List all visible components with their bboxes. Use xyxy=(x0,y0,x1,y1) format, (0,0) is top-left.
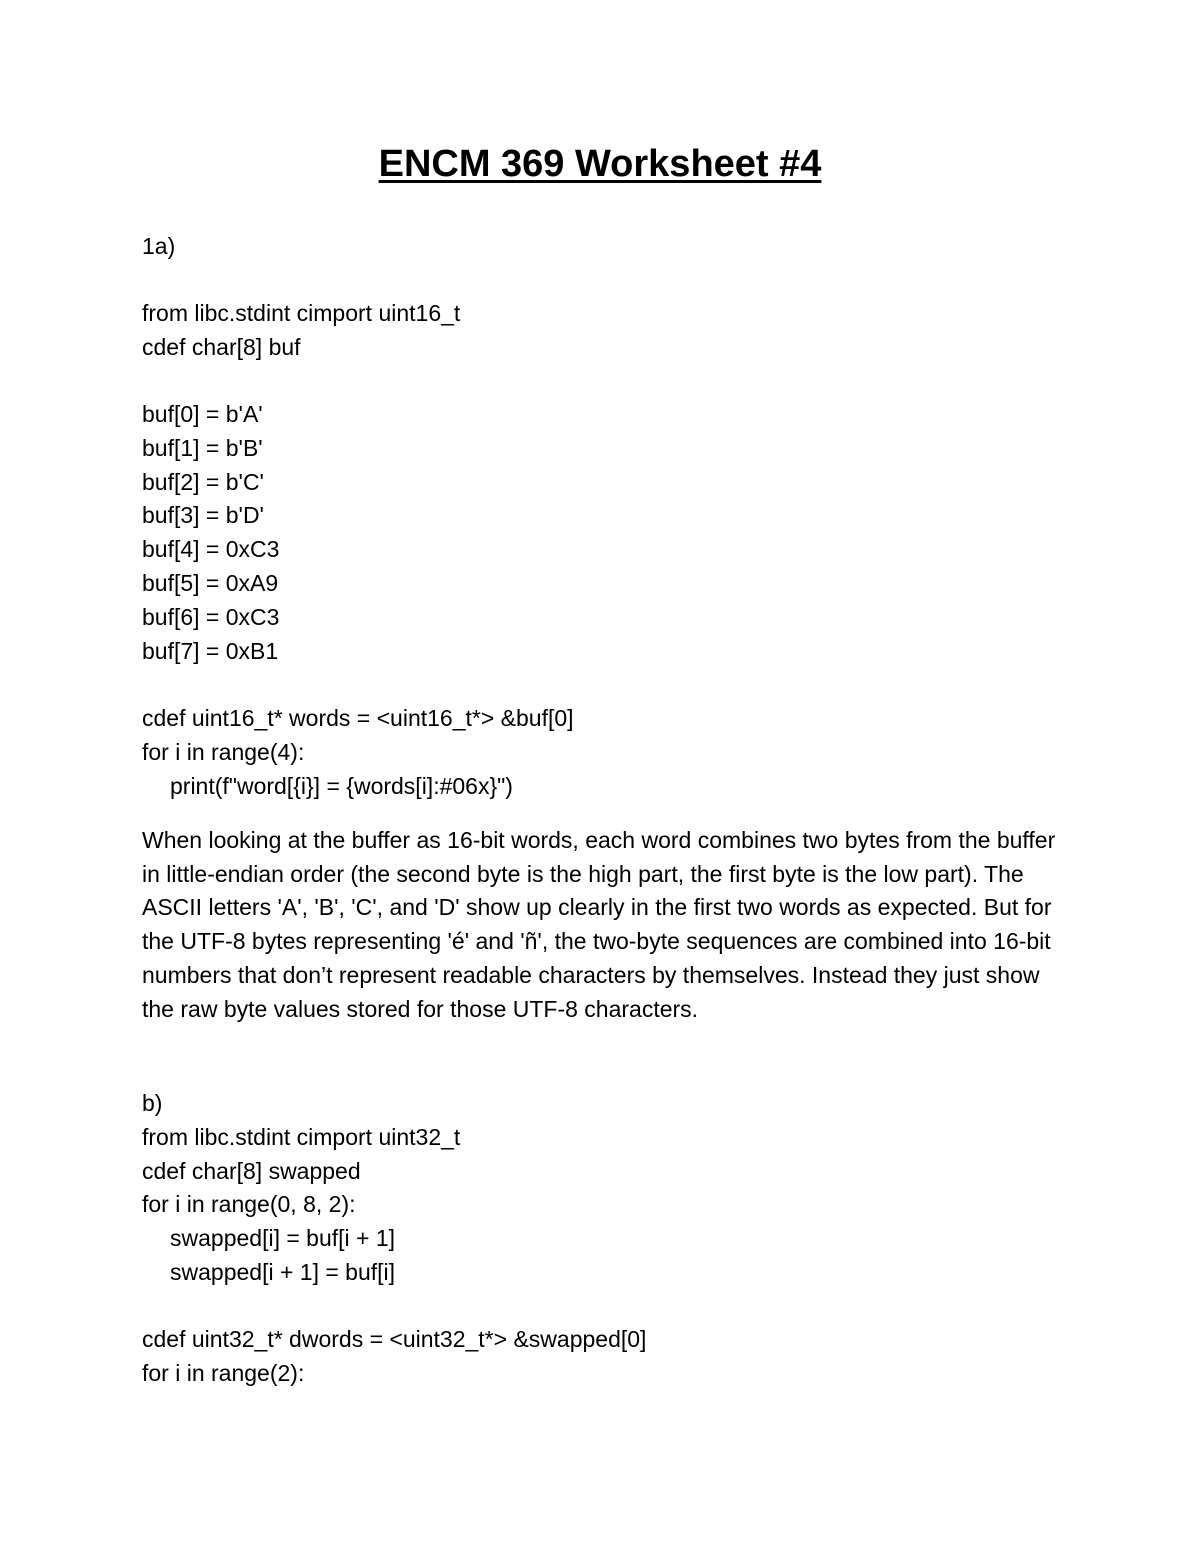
code-line: for i in range(4): xyxy=(142,739,305,765)
code-line: buf[1] = b'B' xyxy=(142,435,263,461)
code-line: buf[4] = 0xC3 xyxy=(142,536,280,562)
code-line: for i in range(0, 8, 2): xyxy=(142,1191,356,1217)
code-line: from libc.stdint cimport uint16_t xyxy=(142,300,461,326)
code-line: buf[2] = b'C' xyxy=(142,469,264,495)
code-line: cdef char[8] buf xyxy=(142,334,301,360)
explanation-paragraph: When looking at the buffer as 16-bit words, each word combines two bytes from the buffer in little-endian order (the second byte is the high part, the first byte is the low part). The ASCII letters 'A', 'B', 'C', and 'D' show up clearly in the first two words as expected. But for the UTF-8 bytes representing 'é' and 'ñ', the two-byte sequences are combined into 16-bit numbers that don’t represent readable characters by themselves. Instead they just show the raw byte values stored for those UTF-8 characters. xyxy=(142,827,1056,1022)
code-line: buf[5] = 0xA9 xyxy=(142,570,279,596)
code-line: cdef uint16_t* words = <uint16_t*> &buf[0] xyxy=(142,705,574,731)
code-line: buf[6] = 0xC3 xyxy=(142,604,280,630)
page-title: ENCM 369 Worksheet #4 xyxy=(378,143,822,185)
code-line: for i in range(2): xyxy=(142,1360,305,1386)
part-b-label: b) xyxy=(142,1090,163,1116)
code-line: swapped[i] = buf[i + 1] xyxy=(170,1225,396,1251)
code-line: cdef char[8] swapped xyxy=(142,1158,361,1184)
code-line: print(f"word[{i}] = {words[i]:#06x}") xyxy=(170,773,513,799)
code-line: from libc.stdint cimport uint32_t xyxy=(142,1124,461,1150)
code-line: swapped[i + 1] = buf[i] xyxy=(170,1259,396,1285)
code-line: cdef uint32_t* dwords = <uint32_t*> &swapped[0] xyxy=(142,1326,647,1352)
code-line: buf[7] = 0xB1 xyxy=(142,638,279,664)
part-a-label: 1a) xyxy=(142,233,176,259)
code-line: buf[3] = b'D' xyxy=(142,502,264,528)
code-line: buf[0] = b'A' xyxy=(142,401,263,427)
